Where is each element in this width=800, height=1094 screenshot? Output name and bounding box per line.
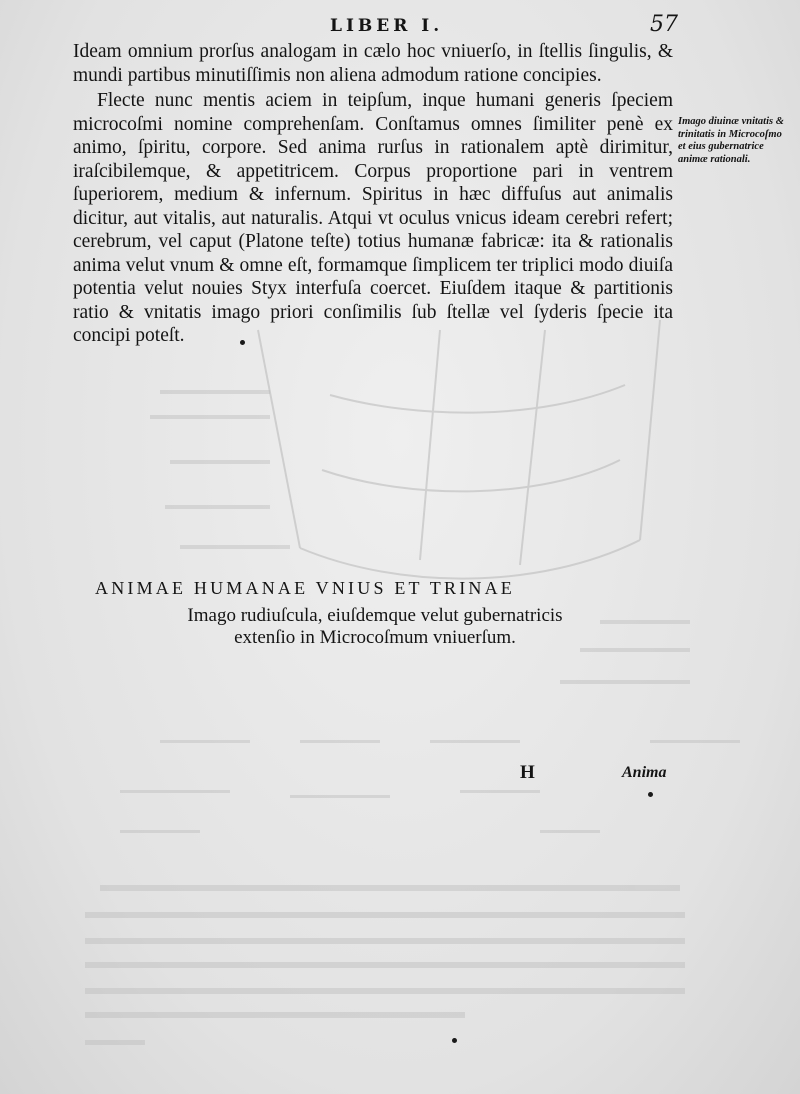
body-text (73, 40, 673, 350)
ink-dot (240, 340, 245, 345)
figure-caption (95, 578, 675, 649)
caption-line-1: Imago rudiuſcula, eiuſdemque velut gubernatricis (187, 605, 563, 626)
figure-word-label: Anima (622, 764, 667, 781)
caption-line-2: extenſio in Microcoſmum vniuerſum. (234, 627, 516, 648)
paragraph-2: Flecte nunc mentis aciem in teipſum, inque humani generis ſpeciem microcoſmi nomine comprehenſam. Conſtamus omnes ſimiliter penè ex animo, ſpiritu, corpore. Sed anima rurſus in rationalem aptè dirimitur, iraſcibilemque, & appetitricem. Corpus proportione pari in ventrem ſuperiorem, medium & infernum. Spiritus in hæc diffuſus aut animalis dicitur, aut vitalis, aut naturalis. Atqui vt oculus vnicus ideam cerebri refert; cerebrum, vel caput (Platone teſte) totius humanæ fabricæ: ita & rationalis anima velut vnum & omne eſt, formamque ſimplicem ter triplici modo diuiſa potentia velut nouies Styx interfuſa coercet. Eiuſdem itaque & partitionis ratio & vnitatis imago priori conſimilis ſub ſtellæ vel ſyderis ſpecie ita concipi poteſt. (73, 90, 673, 346)
running-head-title: LIBER I. (330, 16, 444, 36)
ink-dot (648, 792, 653, 797)
caption-title: ANIMAE HUMANAE VNIUS ET TRINAE (95, 578, 515, 598)
marginal-note: Imago diuinæ vnitatis & trinitatis in Microcoſmo et eius gubernatrice animæ rationali. (678, 116, 784, 165)
figure-letter-label: H (520, 762, 535, 783)
paragraph-1: Ideam omnium prorſus analogam in cælo hoc vniuerſo, in ſtellis ſingulis, & mundi partibus minutiſſimis non aliena admodum ratione concipies. (73, 41, 673, 86)
ink-dot (452, 1038, 457, 1043)
page-number: 57 (650, 12, 678, 37)
